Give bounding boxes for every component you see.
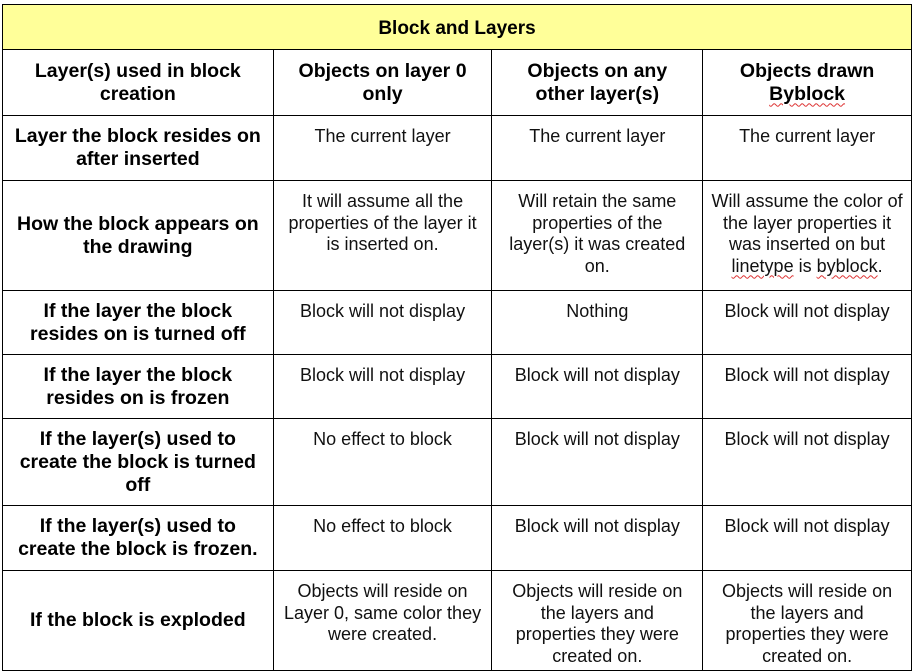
cell-value: Block will not display (273, 291, 492, 355)
table-row (3, 181, 912, 291)
block-and-layers-table (2, 4, 912, 671)
cell-value: Will retain the same properties of the layer(s) it was created on. (492, 181, 703, 291)
row-label: If the layer the block resides on is turned off (3, 291, 274, 355)
table-row (3, 355, 912, 419)
row-label: Layer the block resides on after inserted (3, 116, 274, 181)
row-label: If the block is exploded (3, 571, 274, 671)
cell-value: Block will not display (703, 355, 912, 419)
column-header-byblock (703, 50, 912, 116)
table-row (3, 291, 912, 355)
row-label: If the layer(s) used to create the block is frozen. (3, 506, 274, 571)
cell-text: Will assume the color of the layer properties it was inserted on but (711, 191, 903, 254)
cell-value: The current layer (703, 116, 912, 181)
header-row (3, 50, 912, 116)
cell-value: Block will not display (703, 291, 912, 355)
title-row (3, 5, 912, 50)
cell-value: Nothing (492, 291, 703, 355)
cell-value (703, 181, 912, 291)
cell-value: No effect to block (273, 419, 492, 506)
cell-value: No effect to block (273, 506, 492, 571)
spellcheck-word: Byblock (769, 82, 846, 105)
cell-value: Block will not display (492, 419, 703, 506)
cell-text: . (877, 255, 883, 276)
cell-value: Block will not display (703, 506, 912, 571)
cell-value: The current layer (492, 116, 703, 181)
cell-value: Objects will reside on Layer 0, same color they were created. (273, 571, 492, 671)
cell-text: is (793, 255, 817, 276)
cell-value: It will assume all the properties of the layer it is inserted on. (273, 181, 492, 291)
spellcheck-word: byblock (816, 255, 878, 276)
table-row (3, 506, 912, 571)
column-header-other-layers: Objects on any other layer(s) (492, 50, 703, 116)
column-header-layers-used: Layer(s) used in block creation (3, 50, 274, 116)
row-label: If the layer(s) used to create the block is turned off (3, 419, 274, 506)
row-label: If the layer the block resides on is frozen (3, 355, 274, 419)
table-row (3, 419, 912, 506)
row-label: How the block appears on the drawing (3, 181, 274, 291)
cell-value: Objects will reside on the layers and properties they were created on. (492, 571, 703, 671)
column-header-layer-0: Objects on layer 0 only (273, 50, 492, 116)
cell-value: Objects will reside on the layers and properties they were created on. (703, 571, 912, 671)
spellcheck-word: linetype (731, 255, 794, 276)
table-title: Block and Layers (3, 5, 912, 50)
cell-value: Block will not display (492, 506, 703, 571)
cell-value: Block will not display (703, 419, 912, 506)
cell-value: The current layer (273, 116, 492, 181)
cell-value: Block will not display (273, 355, 492, 419)
header-text: Objects drawn (739, 59, 875, 82)
cell-value: Block will not display (492, 355, 703, 419)
table-row (3, 116, 912, 181)
table-row (3, 571, 912, 671)
